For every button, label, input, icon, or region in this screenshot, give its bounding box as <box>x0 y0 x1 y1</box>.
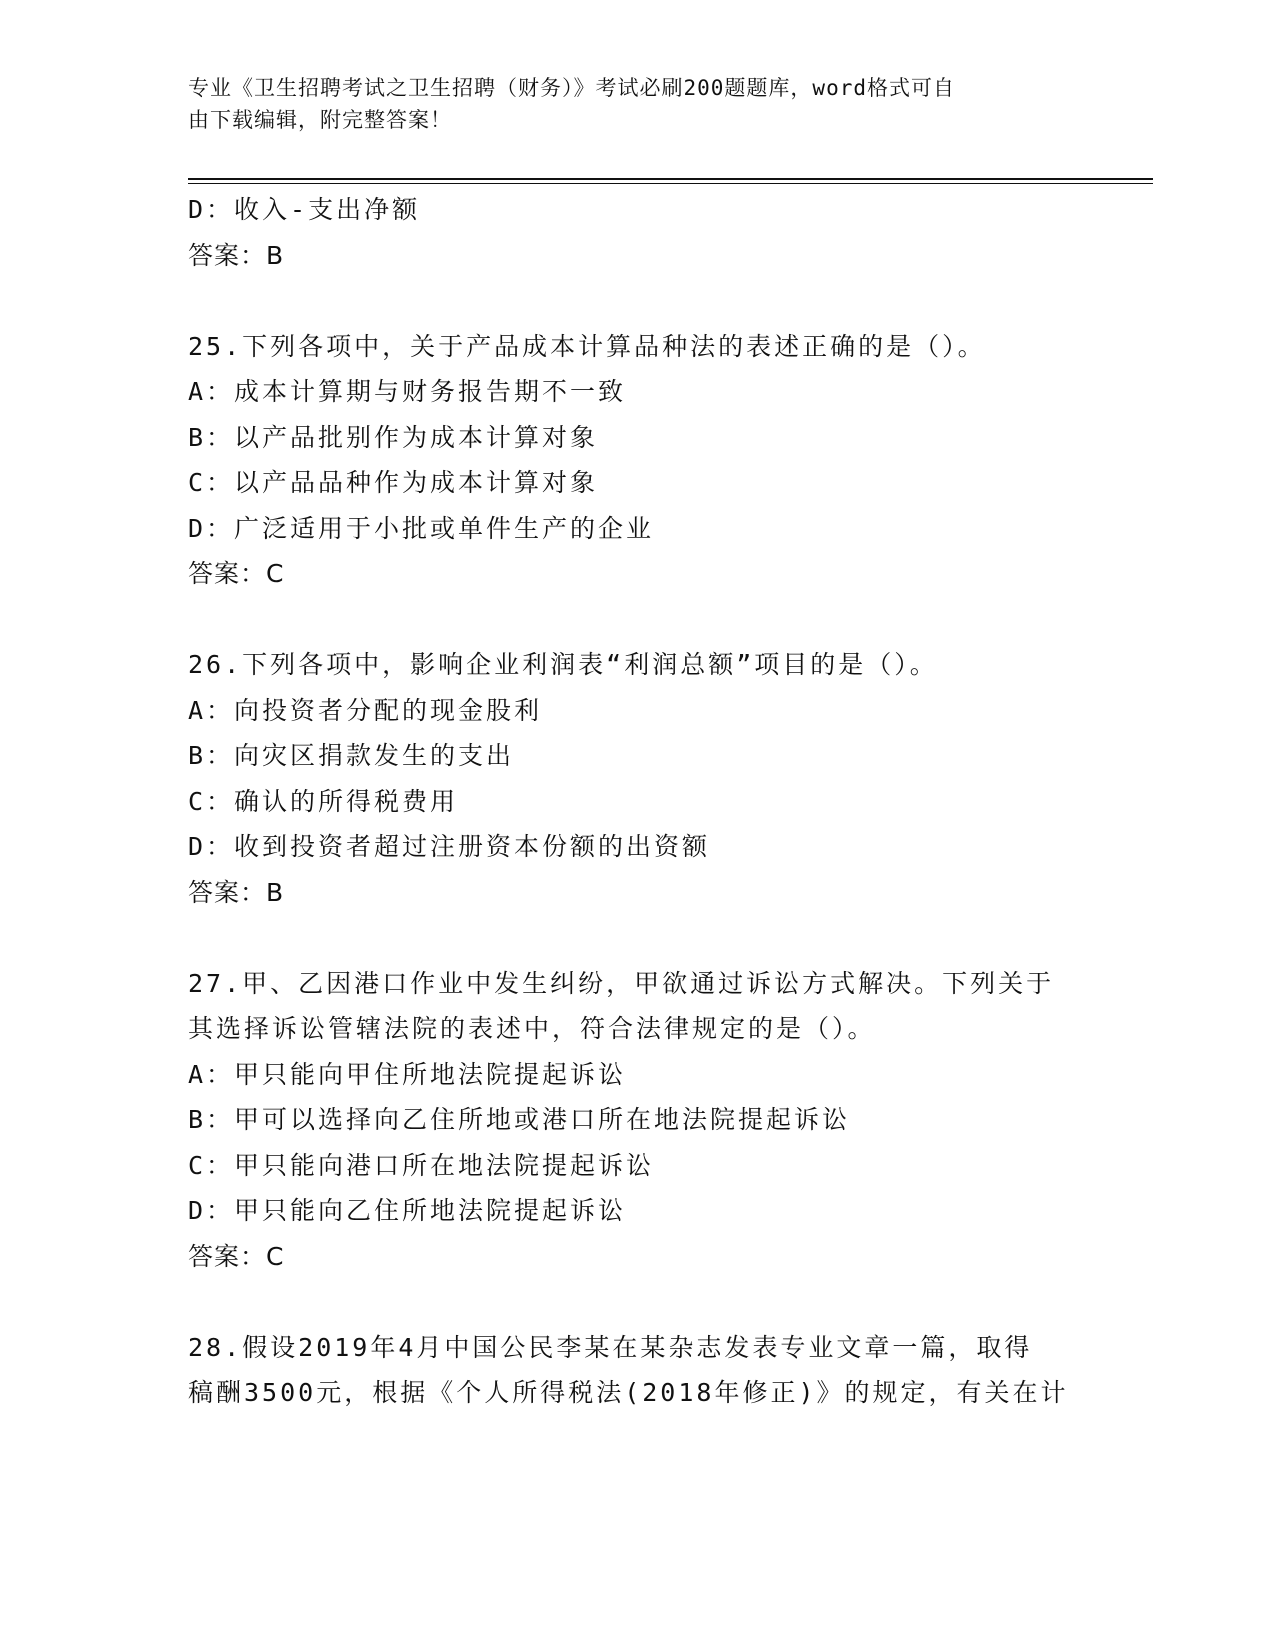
answer: 答案：B <box>188 877 285 907</box>
document-header <box>188 72 1068 136</box>
question-stem: 25.下列各项中，关于产品成本计算品种法的表述正确的是（）。 <box>188 331 986 361</box>
spacer <box>188 1279 1088 1325</box>
option-d: D：收入-支出净额 <box>188 195 421 224</box>
spacer <box>188 278 1088 324</box>
option-a: A：向投资者分配的现金股利 <box>188 695 543 725</box>
option-a: A：甲只能向甲住所地法院提起诉讼 <box>188 1059 627 1089</box>
question-stem-line-2: 稿酬3500元，根据《个人所得税法(2018年修正)》的规定，有关在计 <box>188 1378 1069 1407</box>
question-stem-line-1: 27.甲、乙因港口作业中发生纠纷，甲欲通过诉讼方式解决。下列关于 <box>188 968 1055 998</box>
answer: 答案：B <box>188 240 285 270</box>
option-c: C：确认的所得税费用 <box>188 786 459 816</box>
header-line-1: 专业《卫生招聘考试之卫生招聘（财务）》考试必刷200题题库，word格式可自 <box>188 76 955 100</box>
question-stem-line-1: 28.假设2019年4月中国公民李某在某杂志发表专业文章一篇，取得 <box>188 1332 1033 1362</box>
option-c: C：以产品品种作为成本计算对象 <box>188 468 599 497</box>
option-b: B：甲可以选择向乙住所地或港口所在地法院提起诉讼 <box>188 1105 851 1134</box>
question-24-tail <box>188 187 1088 278</box>
question-stem: 26.下列各项中，影响企业利润表“利润总额”项目的是（）。 <box>188 650 938 679</box>
question-25 <box>188 324 1088 597</box>
question-27 <box>188 961 1088 1280</box>
spacer <box>188 915 1088 961</box>
option-b: B：以产品批别作为成本计算对象 <box>188 422 599 452</box>
header-divider-thin <box>188 183 1153 184</box>
header-line-2: 由下载编辑，附完整答案！ <box>188 108 452 132</box>
question-28 <box>188 1325 1088 1416</box>
header-divider-thick <box>188 178 1153 180</box>
option-a: A：成本计算期与财务报告期不一致 <box>188 377 627 406</box>
option-c: C：甲只能向港口所在地法院提起诉讼 <box>188 1150 655 1180</box>
option-d: D：甲只能向乙住所地法院提起诉讼 <box>188 1196 627 1225</box>
question-list <box>188 187 1088 1416</box>
question-stem-line-2: 其选择诉讼管辖法院的表述中，符合法律规定的是（）。 <box>188 1014 876 1043</box>
question-26 <box>188 642 1088 915</box>
spacer <box>188 597 1088 643</box>
option-d: D：收到投资者超过注册资本份额的出资额 <box>188 832 711 861</box>
answer: 答案：C <box>188 559 285 588</box>
answer: 答案：C <box>188 1241 285 1271</box>
option-b: B：向灾区捐款发生的支出 <box>188 741 515 770</box>
option-d: D：广泛适用于小批或单件生产的企业 <box>188 513 655 543</box>
